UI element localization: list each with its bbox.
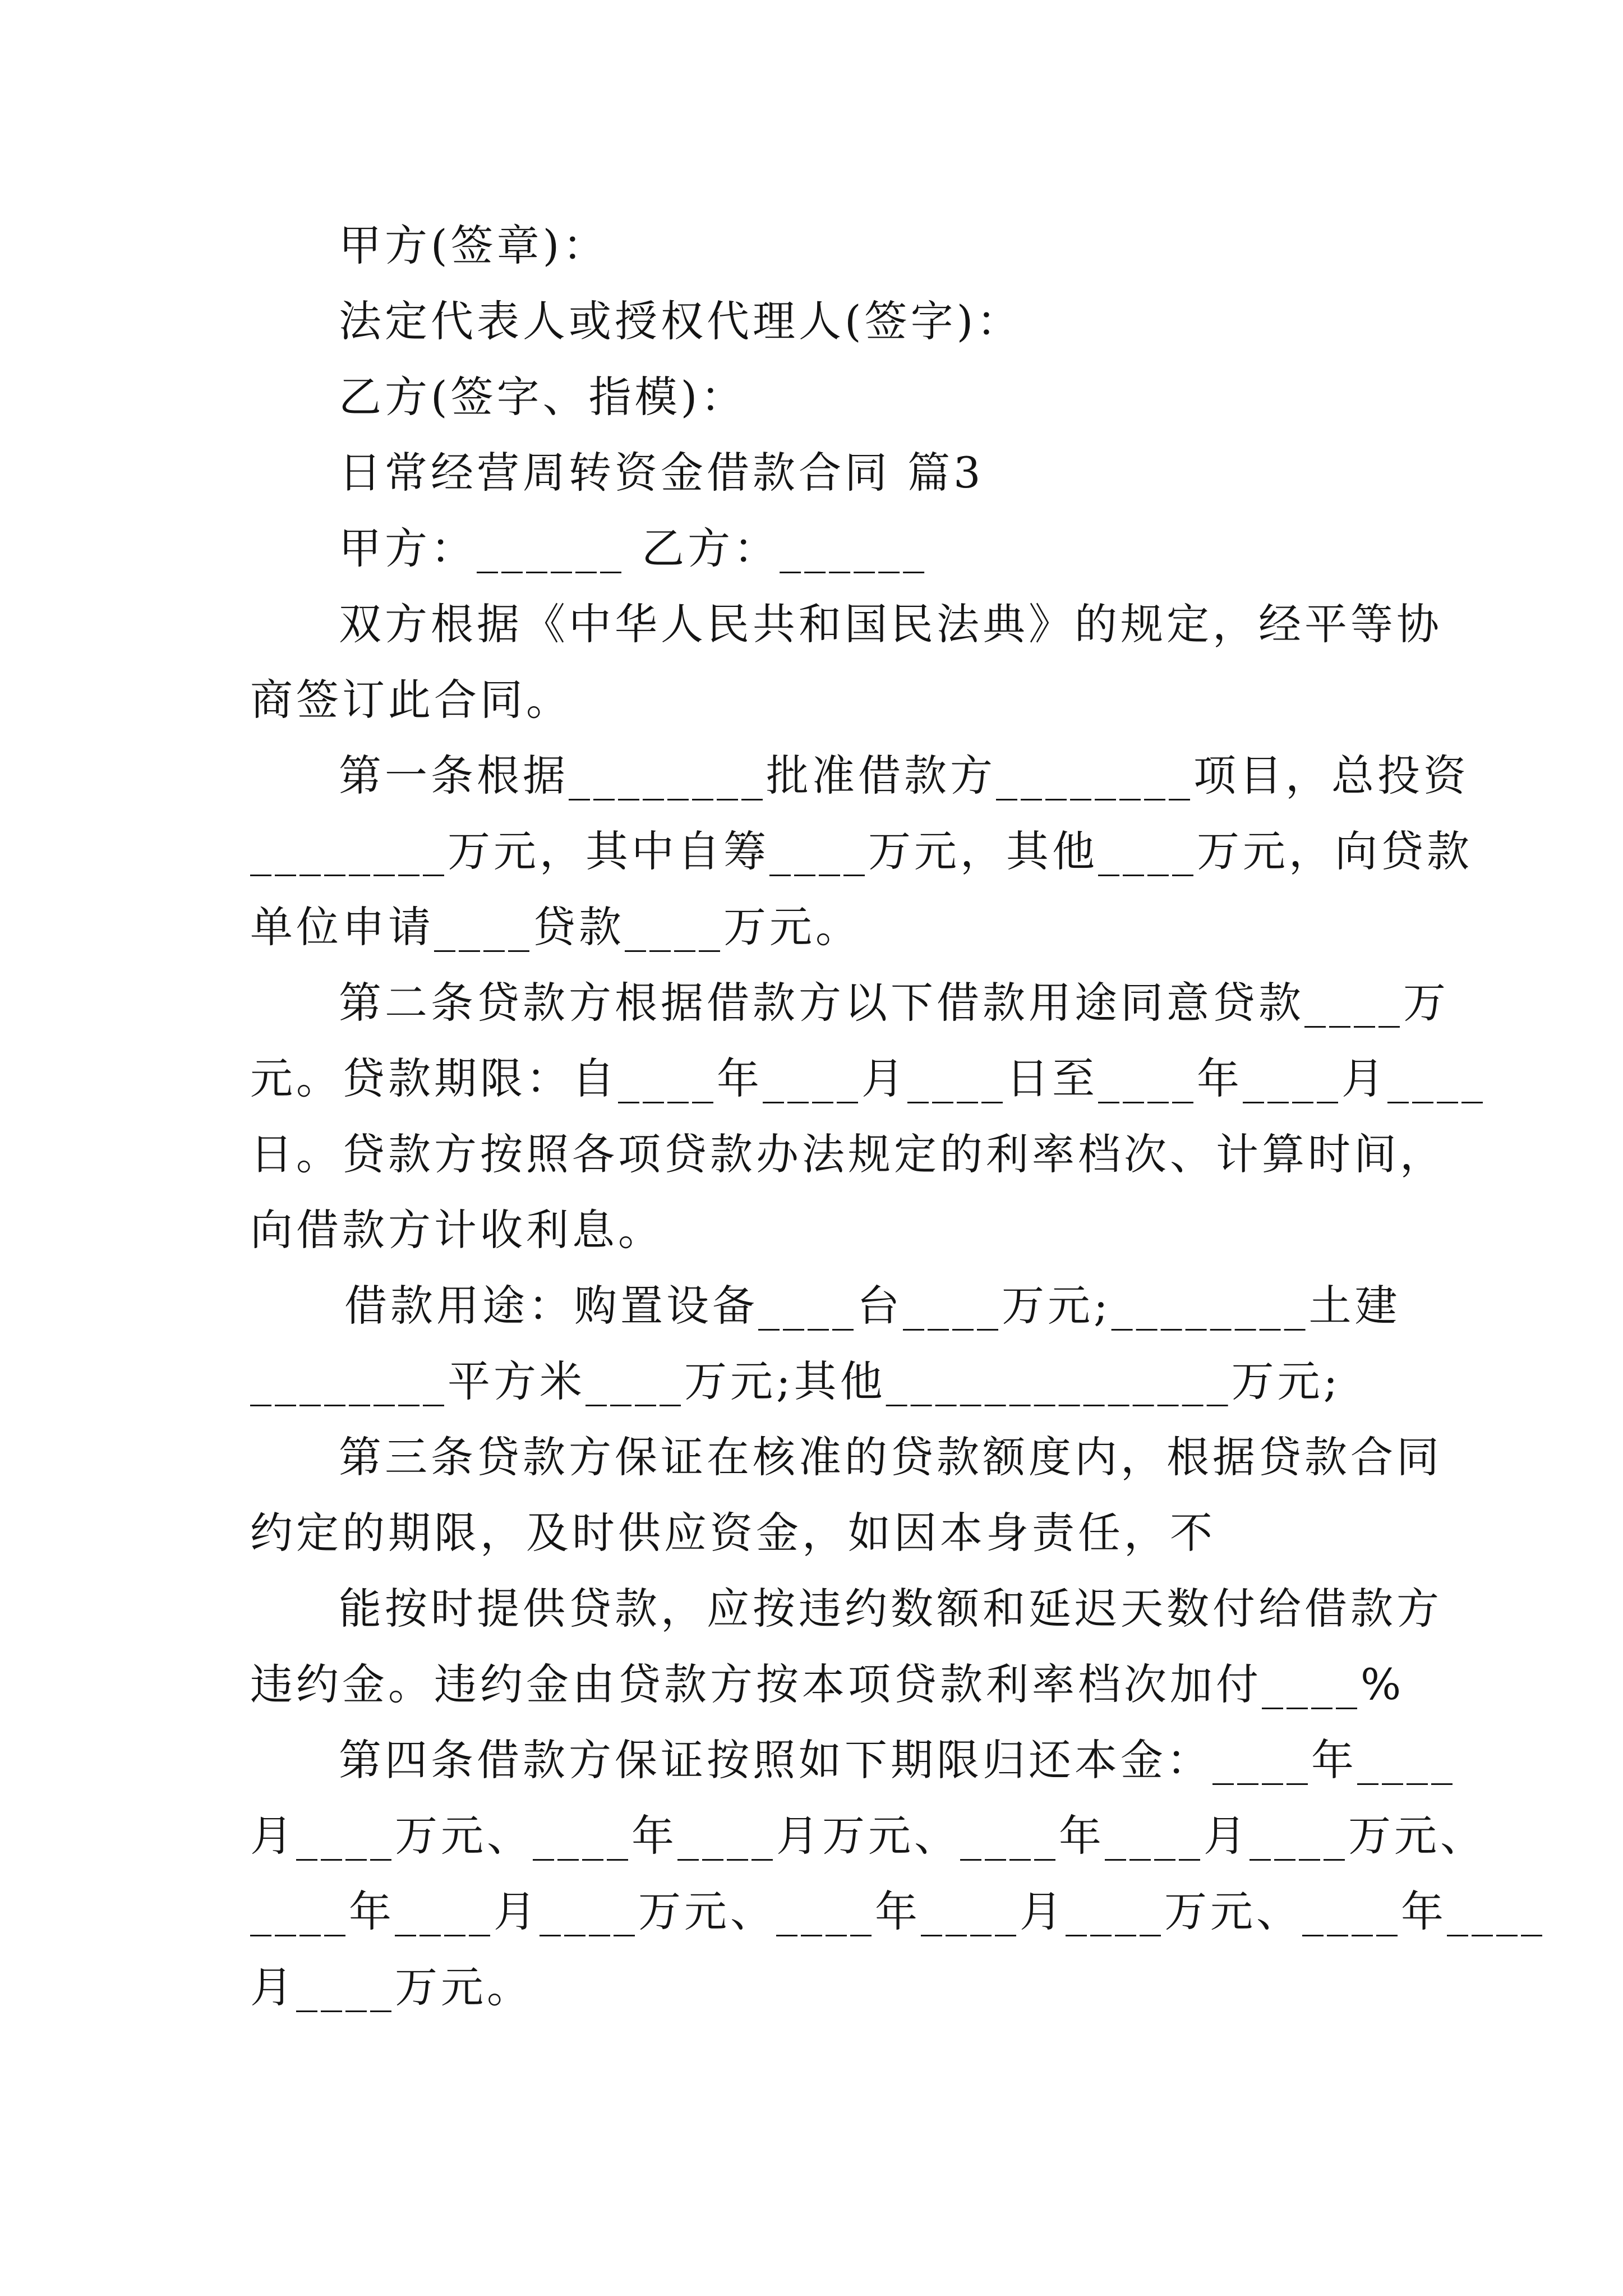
article-3-line-4: 违约金。违约金由贷款方按本项贷款利率档次加付____%	[250, 1659, 1405, 1709]
article-1-line-1: 第一条根据________批准借款方________项目，总投资	[339, 751, 1469, 800]
article-3-line-2: 约定的期限，及时供应资金，如因本身责任，不	[250, 1508, 1216, 1558]
loan-purpose-line-2: ________平方米____万元;其他______________万元;	[250, 1356, 1341, 1406]
article-4-line-2: 月____万元、____年____月万元、____年____月____万元、	[250, 1811, 1486, 1861]
article-3-line-1: 第三条贷款方保证在核准的贷款额度内，根据贷款合同	[339, 1432, 1442, 1482]
article-3-line-3: 能按时提供贷款，应按违约数额和延迟天数付给借款方	[339, 1584, 1442, 1634]
article-1-line-2: ________万元，其中自筹____万元，其他____万元，向贷款	[250, 826, 1473, 876]
parties-line: 甲方：______ 乙方：______	[339, 523, 928, 573]
preamble-line-2: 商签订此合同。	[250, 675, 572, 725]
article-2-line-3: 日。贷款方按照各项贷款办法规定的利率档次、计算时间，	[250, 1129, 1446, 1179]
party-b-signature-line: 乙方(签字、指模)：	[339, 372, 747, 422]
article-4-line-3: ____年____月____万元、____年____月____万元、____年____	[250, 1887, 1546, 1936]
contract-heading: 日常经营周转资金借款合同 篇3	[339, 448, 984, 498]
loan-purpose-line-1: 借款用途：购置设备____台____万元;________土建	[344, 1281, 1401, 1331]
article-4-line-1: 第四条借款方保证按照如下期限归还本金：____年____	[339, 1735, 1456, 1785]
legal-representative-line: 法定代表人或授权代理人(签字)：	[339, 296, 1023, 346]
article-2-line-1: 第二条贷款方根据借款方以下借款用途同意贷款____万	[339, 978, 1449, 1028]
preamble-line-1: 双方根据《中华人民共和国民法典》的规定，经平等协	[339, 599, 1442, 649]
article-2-line-4: 向借款方计收利息。	[250, 1205, 664, 1255]
article-2-line-2: 元。贷款期限：自____年____月____日至____年____月____	[250, 1053, 1486, 1103]
article-1-line-3: 单位申请____贷款____万元。	[250, 902, 861, 952]
article-4-line-4: 月____万元。	[250, 1962, 533, 2012]
party-a-signature-line: 甲方(签章)：	[339, 220, 609, 270]
